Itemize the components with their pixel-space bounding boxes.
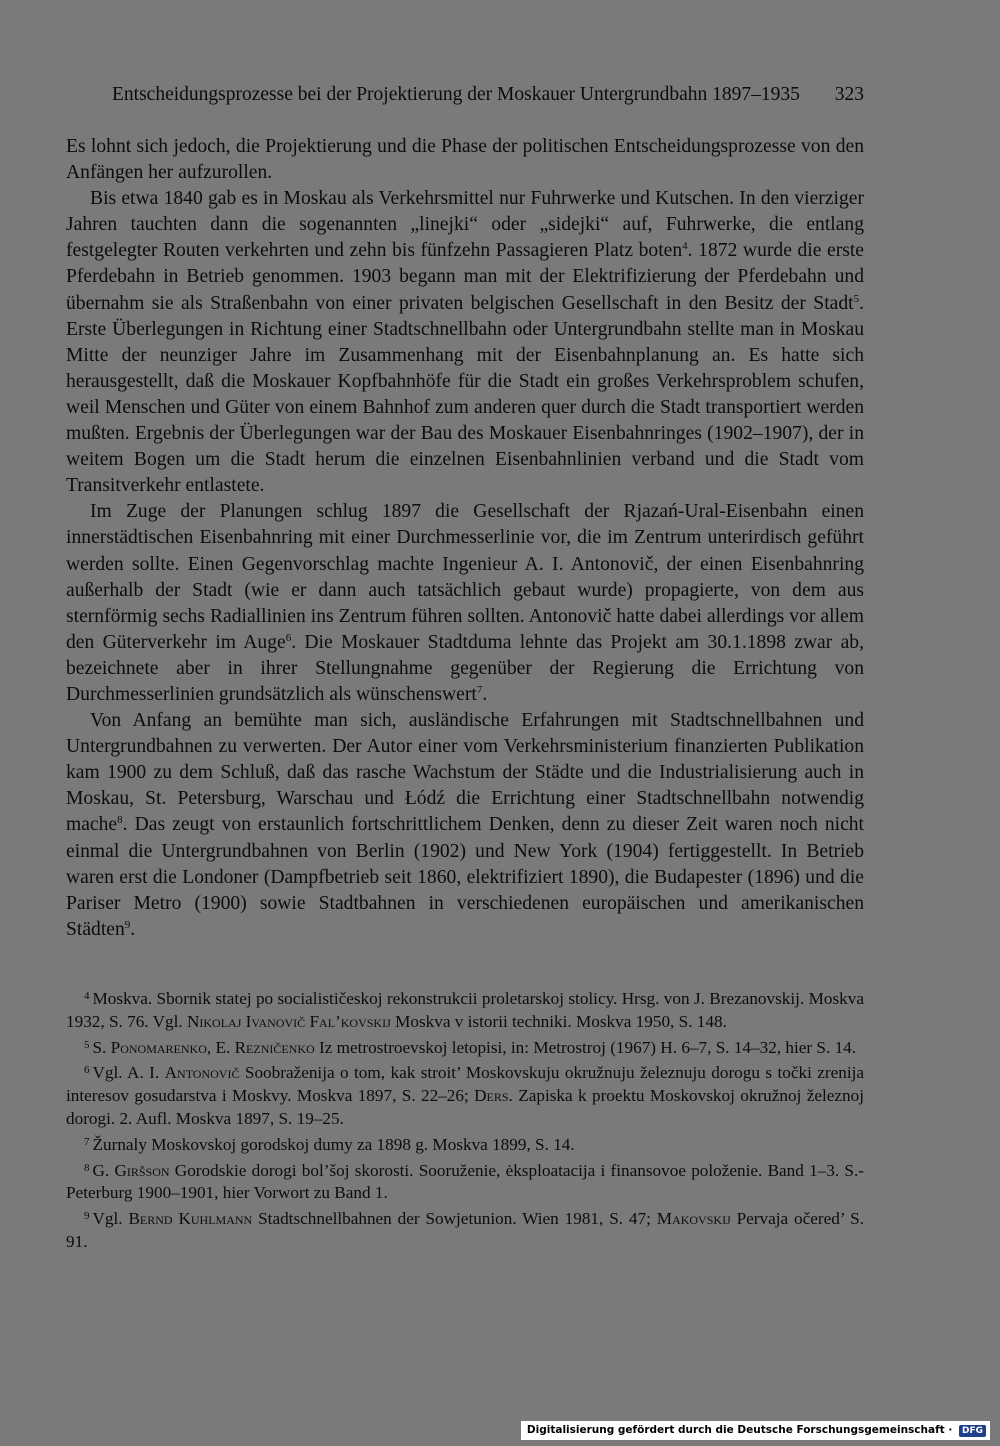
footnote-text: Moskva. Sbornik statej po socialističeskoj rekonstrukcii proletarskoj stolicy. Hrsg. von J. Brezanovskij. Moskva 1932, S. 76. Vgl. xyxy=(66,989,864,1031)
footnote-number: 5 xyxy=(84,1038,90,1051)
footnote-text: Iz metrostroevskoj letopisi, in: Metrostroj (1967) H. 6–7, S. 14–32, hier S. 14. xyxy=(314,1037,857,1057)
running-title: Entscheidungsprozesse bei der Projektierung der Moskauer Untergrundbahn 1897–1935 xyxy=(112,84,800,105)
paragraph-text: Im Zuge der Planungen schlug 1897 die Gesellschaft der Rjazań-Ural-Eisenbahn einen innerstädtischen Eisenbahnring mit einer Durchmesserlinie vor, die im Zentrum unterirdisch geführt werden sollte. Einen Gegenvorschlag machte Ingenieur A. I. Antonovič, der einen Eisenbahnring außerhalb der Stadt (wie er dann auch tatsächlich gebaut wurde) propagierte, von dem aus sternförmig sechs Radiallinien ins Zentrum führen sollten. Antonovič hatte dabei allerdings vor allem den Güterverkehr im Auge xyxy=(66,501,864,653)
footnote-author: Rezničenko xyxy=(234,1037,315,1057)
paragraph-3 xyxy=(66,499,864,708)
paragraph-text: . xyxy=(482,683,488,705)
footnote-number: 7 xyxy=(84,1135,90,1148)
footnote-author: Giršson xyxy=(114,1160,170,1180)
footnote-text: G. xyxy=(92,1160,115,1180)
footnote-author: Makovskij xyxy=(656,1209,731,1229)
footnote-9 xyxy=(66,1205,864,1254)
footnote-text: Žurnaly Moskovskoj gorodskoj dumy za 1898 g. Moskva 1899, S. 14. xyxy=(92,1134,575,1154)
footnote-ref-5[interactable]: 5 xyxy=(853,292,860,305)
footnotes xyxy=(66,985,864,1254)
footnote-4 xyxy=(66,985,864,1034)
footnote-text: Vgl. A. I. xyxy=(92,1063,165,1083)
paragraph-text: Es lohnt sich jedoch, die Projektierung und die Phase der politischen Entscheidungsprozesse von den Anfängen her aufzurollen. xyxy=(66,136,864,184)
paragraph-2 xyxy=(66,186,864,499)
footnote-number: 4 xyxy=(84,990,90,1002)
running-header xyxy=(112,82,864,108)
dfg-logo-icon: DFG xyxy=(959,1425,986,1437)
footnote-text: . Zapiska k proektu Moskovskoj okružnoj železnoj dorogi. 2. Aufl. Moskva 1897, S. 19–25. xyxy=(66,1086,864,1128)
main-text xyxy=(66,134,864,943)
paragraph-text: . Das zeugt von erstaunlich fortschrittlichem Denken, denn zu dieser Zeit waren noch nicht einmal die Untergrundbahnen von Berlin (1902) und New York (1904) fertiggestellt. In Betrieb waren erst die Londoner (Dampfbetrieb seit 1860, elektrifiziert 1890), die Budapester (1896) und die Pariser Metro (1900) sowie Stadtbahnen in verschiedenen europäischen und amerikanischen Städten xyxy=(66,814,864,940)
footnote-number: 8 xyxy=(84,1161,90,1174)
footnote-text: Vgl. xyxy=(92,1209,129,1229)
footnote-text: , E. xyxy=(206,1037,235,1057)
footnote-author: Bernd Kuhlmann xyxy=(128,1209,253,1229)
footnote-ref-4[interactable]: 4 xyxy=(682,240,688,253)
footnote-5 xyxy=(66,1034,864,1060)
footnote-text: S. xyxy=(92,1037,111,1057)
footnote-author: Antonovič xyxy=(164,1063,240,1083)
footnote-author: Ponomarenko xyxy=(110,1037,207,1057)
paragraph-text: Von Anfang an bemühte man sich, ausländische Erfahrungen mit Stadtschnellbahnen und Untergrundbahnen zu verwerten. Der Autor einer vom Verkehrsministerium finanzierten Publikation kam 1900 zu dem Schluß, daß das rasche Wachstum der Städte und die Industrialisierung auch in Moskau, St. Petersburg, Warschau und Łódź die Errichtung einer Stadtschnellbahn notwendig mache xyxy=(66,710,864,836)
footnote-text: Gorodskie dorogi bol’šoj skorosti. Sooruženie, ėksploatacija i finansovoe položenie. Band 1–3. S.-Peterburg 1900–1901, hier Vorwort zu Band 1. xyxy=(66,1160,864,1203)
paragraph-1 xyxy=(66,134,864,186)
footnote-number: 6 xyxy=(84,1064,90,1077)
paragraph-text: . 1872 wurde die erste Pferdebahn in Betrieb genommen. 1903 begann man mit der Elektrifizierung der Pferdebahn und übernahm sie als Straßenbahn von einer privaten belgischen Gesellschaft in den Besitz der Stadt xyxy=(66,240,864,314)
footnote-ref-7[interactable]: 7 xyxy=(476,683,483,696)
footnote-text: Pervaja očered’ S. 91. xyxy=(66,1209,865,1251)
paragraph-4 xyxy=(66,708,864,943)
footnote-ref-6[interactable]: 6 xyxy=(285,631,292,644)
paragraph-text: . Erste Überlegungen in Richtung einer Stadtschnellbahn oder Untergrundbahn stellte man in Moskau Mitte der neunziger Jahre im Zusammenhang mit der Eisenbahnplanung an. Es hatte sich herausgestellt, daß die Moskauer Kopfbahnhöfe für die Stadt ein großes Verkehrsproblem schufen, weil Menschen und Güter von einem Bahnhof zum anderen quer durch die Stadt transportiert werden mußten. Ergebnis der Überlegungen war der Bau des Moskauer Eisenbahnringes (1902–1907), der in weitem Bogen um die Stadt herum die einzelnen Eisenbahnlinien verband und die Stadt vom Transitverkehr entlastete. xyxy=(66,292,864,497)
footnote-number: 9 xyxy=(84,1210,90,1223)
paragraph-text: . Die Moskauer Stadtduma lehnte das Projekt am 30.1.1898 zwar ab, bezeichnete aber in ihrer Stellungnahme gegenüber der Regierung die Errichtung von Durchmesserlinien grundsätzlich als wünschenswert xyxy=(66,631,864,705)
footnote-7 xyxy=(66,1131,864,1157)
footnote-author: Nikolaj Ivanovič Fal’kovskij xyxy=(186,1011,391,1031)
footnote-ref-8[interactable]: 8 xyxy=(117,814,123,827)
credit-text: Digitalisierung gefördert durch die Deutsche Forschungsgemeinschaft · xyxy=(526,1424,953,1436)
paragraph-text: . xyxy=(130,918,136,940)
footnote-8 xyxy=(66,1157,864,1206)
dfg-credit-banner xyxy=(521,1421,990,1440)
footnote-text: Soobraženija o tom, kak stroit’ Moskovskuju okružnuju železnuju dorogu s točki zrenija interesov gosudarstva i Moskvy. Moskva 1897, S. 22–26; xyxy=(66,1063,865,1106)
footnote-author: Ders xyxy=(474,1086,509,1106)
footnote-text: Moskva v istorii techniki. Moskva 1950, S. 148. xyxy=(390,1011,727,1031)
paragraph-text: Bis etwa 1840 gab es in Moskau als Verkehrsmittel nur Fuhrwerke und Kutschen. In den vierziger Jahren tauchten dann die sogenannten „linejki“ oder „sidejki“ auf, Fuhrwerke, die entlang festgelegter Routen verkehrten und zehn bis fünfzehn Passagieren Platz boten xyxy=(66,188,864,262)
footnote-ref-9[interactable]: 9 xyxy=(124,918,131,931)
page-number: 323 xyxy=(834,84,864,105)
footnote-6 xyxy=(66,1059,864,1130)
footnote-text: Stadtschnellbahnen der Sowjetunion. Wien 1981, S. 47; xyxy=(252,1209,657,1229)
